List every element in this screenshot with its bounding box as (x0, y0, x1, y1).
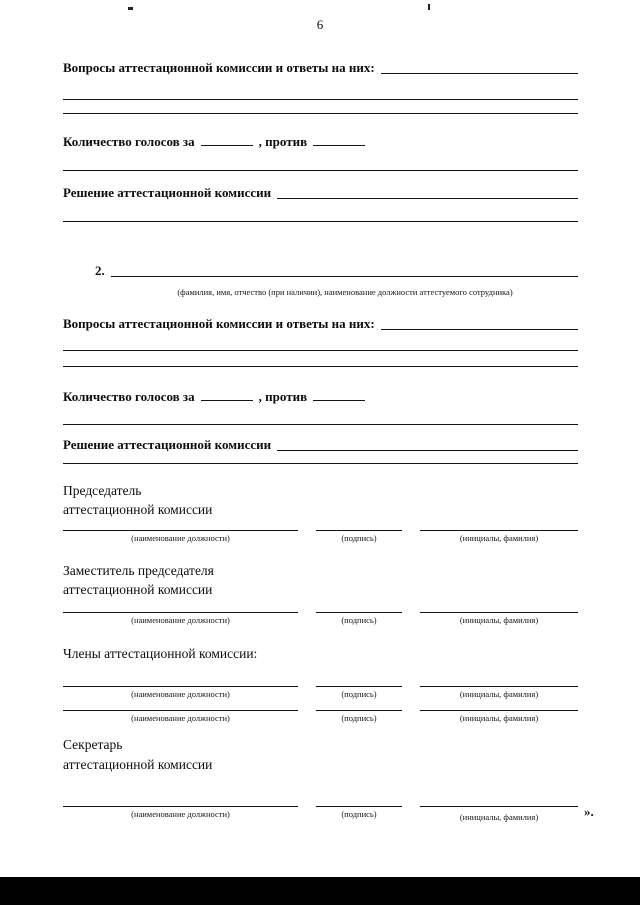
name-caption: (фамилия, имя, отчество (при наличии), наименование должности аттестуемого сотрудника) (177, 287, 513, 297)
votes-against-blank (313, 388, 365, 401)
write-in-line (63, 350, 578, 351)
caption-initials: (инициалы, фамилия) (459, 689, 539, 699)
caption-initials: (инициалы, фамилия) (459, 812, 539, 822)
signer-title-chairman: Председатель (63, 483, 142, 498)
signer-title-members: Члены аттестационной комиссии: (63, 646, 258, 661)
write-in-line (63, 366, 578, 367)
votes-against-label: , против (258, 389, 308, 404)
signature-row (63, 530, 578, 543)
write-in-line (63, 221, 578, 222)
write-in-line (277, 185, 578, 199)
signer-title-secretary-2: аттестационной комиссии (63, 757, 213, 772)
scan-artifact (428, 4, 430, 10)
votes-for-blank (201, 133, 253, 146)
decision-label: Решение аттестационной комиссии (63, 437, 272, 452)
votes-for-label: Количество голосов за (63, 389, 195, 404)
caption-signature: (подпись) (341, 713, 377, 723)
votes-for-label: Количество голосов за (63, 134, 195, 149)
closing-quotes: ». (584, 804, 594, 819)
scan-bar (0, 877, 640, 905)
write-in-line (63, 113, 578, 114)
scan-artifact (128, 7, 133, 10)
write-in-line (63, 99, 578, 100)
caption-initials: (инициалы, фамилия) (459, 713, 539, 723)
write-in-line (63, 170, 578, 171)
page-number: 6 (316, 17, 324, 32)
votes-for-blank (201, 388, 253, 401)
caption-position: (наименование должности) (131, 809, 230, 819)
caption-position: (наименование должности) (131, 533, 230, 543)
votes-against-blank (313, 133, 365, 146)
signer-title-chairman-2: аттестационной комиссии (63, 502, 213, 517)
write-in-line (111, 263, 578, 277)
signer-title-deputy: Заместитель председателя (63, 563, 214, 578)
caption-initials: (инициалы, фамилия) (459, 615, 539, 625)
write-in-line (381, 316, 578, 330)
caption-signature: (подпись) (341, 533, 377, 543)
item-number: 2. (95, 263, 105, 278)
write-in-line (63, 463, 578, 464)
votes-against-label: , против (258, 134, 308, 149)
signature-row (63, 710, 578, 723)
caption-position: (наименование должности) (131, 689, 230, 699)
caption-initials: (инициалы, фамилия) (459, 533, 539, 543)
decision-label: Решение аттестационной комиссии (63, 185, 272, 200)
caption-position: (наименование должности) (131, 713, 230, 723)
signer-title-secretary: Секретарь (63, 737, 123, 752)
write-in-line (277, 437, 578, 451)
signer-title-deputy-2: аттестационной комиссии (63, 582, 213, 597)
caption-signature: (подпись) (341, 615, 377, 625)
write-in-line (381, 60, 578, 74)
write-in-line (63, 424, 578, 425)
signature-row (63, 612, 578, 625)
caption-position: (наименование должности) (131, 615, 230, 625)
signature-row (63, 686, 578, 699)
questions-label: Вопросы аттестационной комиссии и ответы на них: (63, 316, 375, 331)
questions-label: Вопросы аттестационной комиссии и ответы на них: (63, 60, 375, 75)
signature-row (63, 806, 578, 822)
caption-signature: (подпись) (341, 809, 377, 819)
caption-signature: (подпись) (341, 689, 377, 699)
